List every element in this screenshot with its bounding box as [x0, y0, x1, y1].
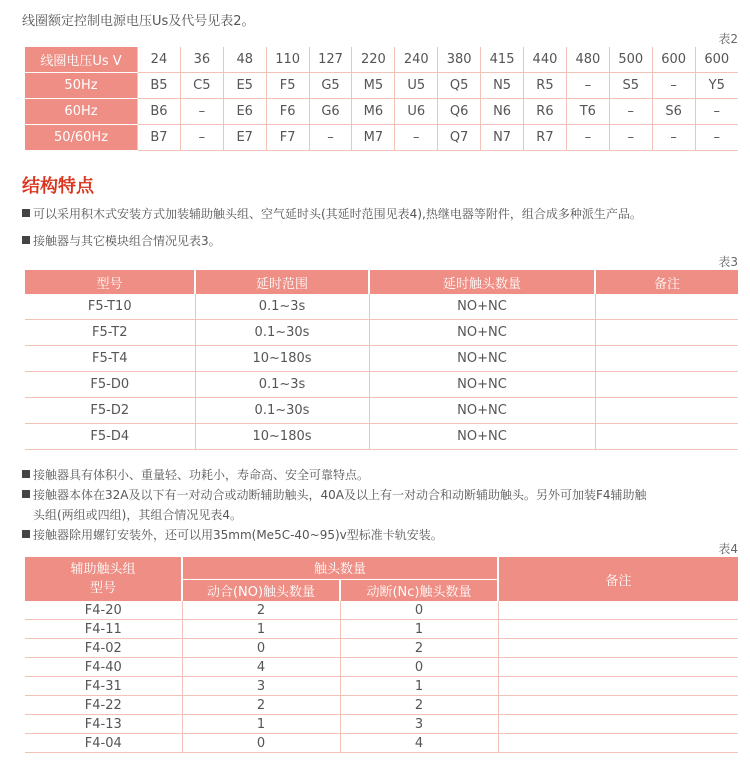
bullet-square-icon: [22, 530, 30, 538]
table-cell: 3: [340, 715, 498, 734]
table-cell: NO+NC: [369, 398, 595, 424]
table-cell: 2: [182, 601, 340, 620]
table-cell: F4-31: [25, 677, 182, 696]
code-cell: N7: [481, 125, 524, 151]
frequency-row: [25, 125, 738, 151]
section-title: 结构特点: [22, 176, 94, 197]
table-cell: 2: [340, 696, 498, 715]
code-cell: –: [609, 125, 652, 151]
table4-tag: 表4: [718, 542, 738, 556]
table-cell: 3: [182, 677, 340, 696]
code-cell: S6: [652, 99, 695, 125]
code-cell: –: [609, 99, 652, 125]
code-cell: Q7: [438, 125, 481, 151]
code-cell: Y5: [695, 73, 738, 99]
coil-voltage-table: [25, 47, 738, 151]
code-cell: M5: [352, 73, 395, 99]
note-cell: [498, 620, 738, 639]
header-note: 备注: [498, 557, 738, 601]
table-cell: NO+NC: [369, 320, 595, 346]
table-cell: 0: [340, 658, 498, 677]
code-cell: R6: [524, 99, 567, 125]
code-cell: N6: [481, 99, 524, 125]
table-row: [25, 346, 738, 372]
note-cell: [498, 601, 738, 620]
table-row: [25, 658, 738, 677]
header-aux-group: 辅助触头组 型号: [25, 557, 182, 601]
code-cell: –: [566, 125, 609, 151]
voltage-cell: 500: [609, 47, 652, 73]
table-cell: 10~180s: [195, 346, 369, 372]
table-row: [25, 677, 738, 696]
table2-tag: 表2: [718, 32, 738, 46]
frequency-row: [25, 99, 738, 125]
voltage-header-label: 线圈电压Us V: [25, 47, 138, 73]
note-cell: [498, 677, 738, 696]
table-row: [25, 639, 738, 658]
table-cell: F5-D2: [25, 398, 195, 424]
code-cell: –: [695, 125, 738, 151]
voltage-cell: 24: [138, 47, 181, 73]
table-row: [25, 601, 738, 620]
header-no-count: 动合(NO)触头数量: [182, 579, 340, 601]
table-cell: 1: [182, 715, 340, 734]
table-cell: [595, 398, 738, 424]
note-cell: [498, 715, 738, 734]
frequency-label: 50/60Hz: [25, 125, 138, 151]
table-cell: 2: [340, 639, 498, 658]
table-cell: NO+NC: [369, 294, 595, 320]
voltage-header-row: [25, 47, 738, 73]
code-cell: E7: [223, 125, 266, 151]
code-cell: –: [566, 73, 609, 99]
voltage-cell: 48: [223, 47, 266, 73]
table-cell: 1: [340, 620, 498, 639]
code-cell: E5: [223, 73, 266, 99]
table3-header: 延时范围: [195, 270, 369, 294]
table-cell: 4: [340, 734, 498, 753]
table-cell: NO+NC: [369, 372, 595, 398]
table-cell: F4-13: [25, 715, 182, 734]
code-cell: –: [180, 99, 223, 125]
voltage-cell: 127: [309, 47, 352, 73]
code-cell: B6: [138, 99, 181, 125]
table-row: [25, 734, 738, 753]
table-cell: 0: [182, 734, 340, 753]
table-cell: F4-40: [25, 658, 182, 677]
table-cell: 1: [340, 677, 498, 696]
code-cell: C5: [180, 73, 223, 99]
bullet-item-continuation: 头组(两组或四组)，其组合情况见表4。: [33, 508, 242, 522]
code-cell: M7: [352, 125, 395, 151]
table-cell: [595, 294, 738, 320]
code-cell: U5: [395, 73, 438, 99]
code-cell: M6: [352, 99, 395, 125]
code-cell: T6: [566, 99, 609, 125]
code-cell: U6: [395, 99, 438, 125]
code-cell: G6: [309, 99, 352, 125]
table-cell: 0.1~30s: [195, 398, 369, 424]
code-cell: –: [695, 99, 738, 125]
table-row: [25, 715, 738, 734]
table-cell: F5-T4: [25, 346, 195, 372]
table-cell: [595, 424, 738, 450]
voltage-cell: 220: [352, 47, 395, 73]
code-cell: Q5: [438, 73, 481, 99]
code-cell: –: [652, 125, 695, 151]
voltage-cell: 600: [652, 47, 695, 73]
bullet-square-icon: [22, 236, 30, 244]
frequency-label: 60Hz: [25, 99, 138, 125]
code-cell: –: [652, 73, 695, 99]
table-cell: 0.1~3s: [195, 294, 369, 320]
table-cell: [595, 372, 738, 398]
table-cell: F5-D4: [25, 424, 195, 450]
voltage-cell: 380: [438, 47, 481, 73]
table-row: [25, 424, 738, 450]
voltage-cell: 110: [266, 47, 309, 73]
bullet-item: 接触器具有体积小、重量轻、功耗小，寿命高、安全可靠特点。: [22, 465, 647, 485]
table3-tag: 表3: [718, 255, 738, 269]
bullet-item: 可以采用积木式安装方式加装辅助触头组、空气延时头(其延时范围见表4),热继电器等附件，组合成多种派生产品。: [22, 204, 642, 224]
table-cell: F4-22: [25, 696, 182, 715]
code-cell: B5: [138, 73, 181, 99]
table3-header: 型号: [25, 270, 195, 294]
intro-text: 线圈额定控制电源电压Us及代号见表2。: [22, 14, 255, 29]
bullet-list-b: [22, 465, 647, 545]
table-cell: 10~180s: [195, 424, 369, 450]
code-cell: E6: [223, 99, 266, 125]
note-cell: [498, 734, 738, 753]
module-combination-table: [25, 270, 738, 450]
table-cell: NO+NC: [369, 424, 595, 450]
bullet-square-icon: [22, 209, 30, 217]
table-cell: 2: [182, 696, 340, 715]
table-cell: 0.1~30s: [195, 320, 369, 346]
code-cell: N5: [481, 73, 524, 99]
table-cell: 4: [182, 658, 340, 677]
bullet-item: 接触器除用螺钉安装外，还可以用35mm(Me5C-40~95)v型标准卡轨安装。: [22, 525, 647, 545]
bullet-item: 接触器与其它模块组合情况见表3。: [22, 231, 642, 251]
aux-contact-table: [25, 557, 738, 753]
table-cell: [595, 346, 738, 372]
table-cell: F4-04: [25, 734, 182, 753]
table-cell: F5-T10: [25, 294, 195, 320]
voltage-cell: 480: [566, 47, 609, 73]
table-cell: [595, 320, 738, 346]
table-cell: F4-11: [25, 620, 182, 639]
voltage-cell: 240: [395, 47, 438, 73]
table-cell: 0.1~3s: [195, 372, 369, 398]
table-cell: NO+NC: [369, 346, 595, 372]
table-cell: 0: [182, 639, 340, 658]
note-cell: [498, 639, 738, 658]
code-cell: Q6: [438, 99, 481, 125]
frequency-label: 50Hz: [25, 73, 138, 99]
bullet-list-a: [22, 204, 642, 251]
table3-header: 备注: [595, 270, 738, 294]
table-row: [25, 320, 738, 346]
voltage-cell: 600: [695, 47, 738, 73]
voltage-cell: 440: [524, 47, 567, 73]
code-cell: –: [180, 125, 223, 151]
code-cell: –: [309, 125, 352, 151]
table-cell: F4-02: [25, 639, 182, 658]
code-cell: S5: [609, 73, 652, 99]
header-contacts: 触头数量: [182, 557, 498, 579]
code-cell: F5: [266, 73, 309, 99]
table-row: [25, 294, 738, 320]
bullet-square-icon: [22, 490, 30, 498]
table3-header: 延时触头数量: [369, 270, 595, 294]
code-cell: R7: [524, 125, 567, 151]
code-cell: F6: [266, 99, 309, 125]
code-cell: F7: [266, 125, 309, 151]
voltage-cell: 415: [481, 47, 524, 73]
table-cell: F5-T2: [25, 320, 195, 346]
table-cell: 0: [340, 601, 498, 620]
bullet-item: 接触器本体在32A及以下有一对动合或动断辅助触头，40A及以上有一对动合和动断辅助触头。另外可加装F4辅助触: [22, 485, 647, 505]
note-cell: [498, 696, 738, 715]
table-cell: F4-20: [25, 601, 182, 620]
table-row: [25, 620, 738, 639]
table-row: [25, 372, 738, 398]
code-cell: R5: [524, 73, 567, 99]
note-cell: [498, 658, 738, 677]
table-cell: 1: [182, 620, 340, 639]
voltage-cell: 36: [180, 47, 223, 73]
frequency-row: [25, 73, 738, 99]
header-nc-count: 动断(Nc)触头数量: [340, 579, 498, 601]
code-cell: –: [395, 125, 438, 151]
table-cell: F5-D0: [25, 372, 195, 398]
code-cell: G5: [309, 73, 352, 99]
table-row: [25, 398, 738, 424]
table-row: [25, 696, 738, 715]
bullet-square-icon: [22, 470, 30, 478]
code-cell: B7: [138, 125, 181, 151]
